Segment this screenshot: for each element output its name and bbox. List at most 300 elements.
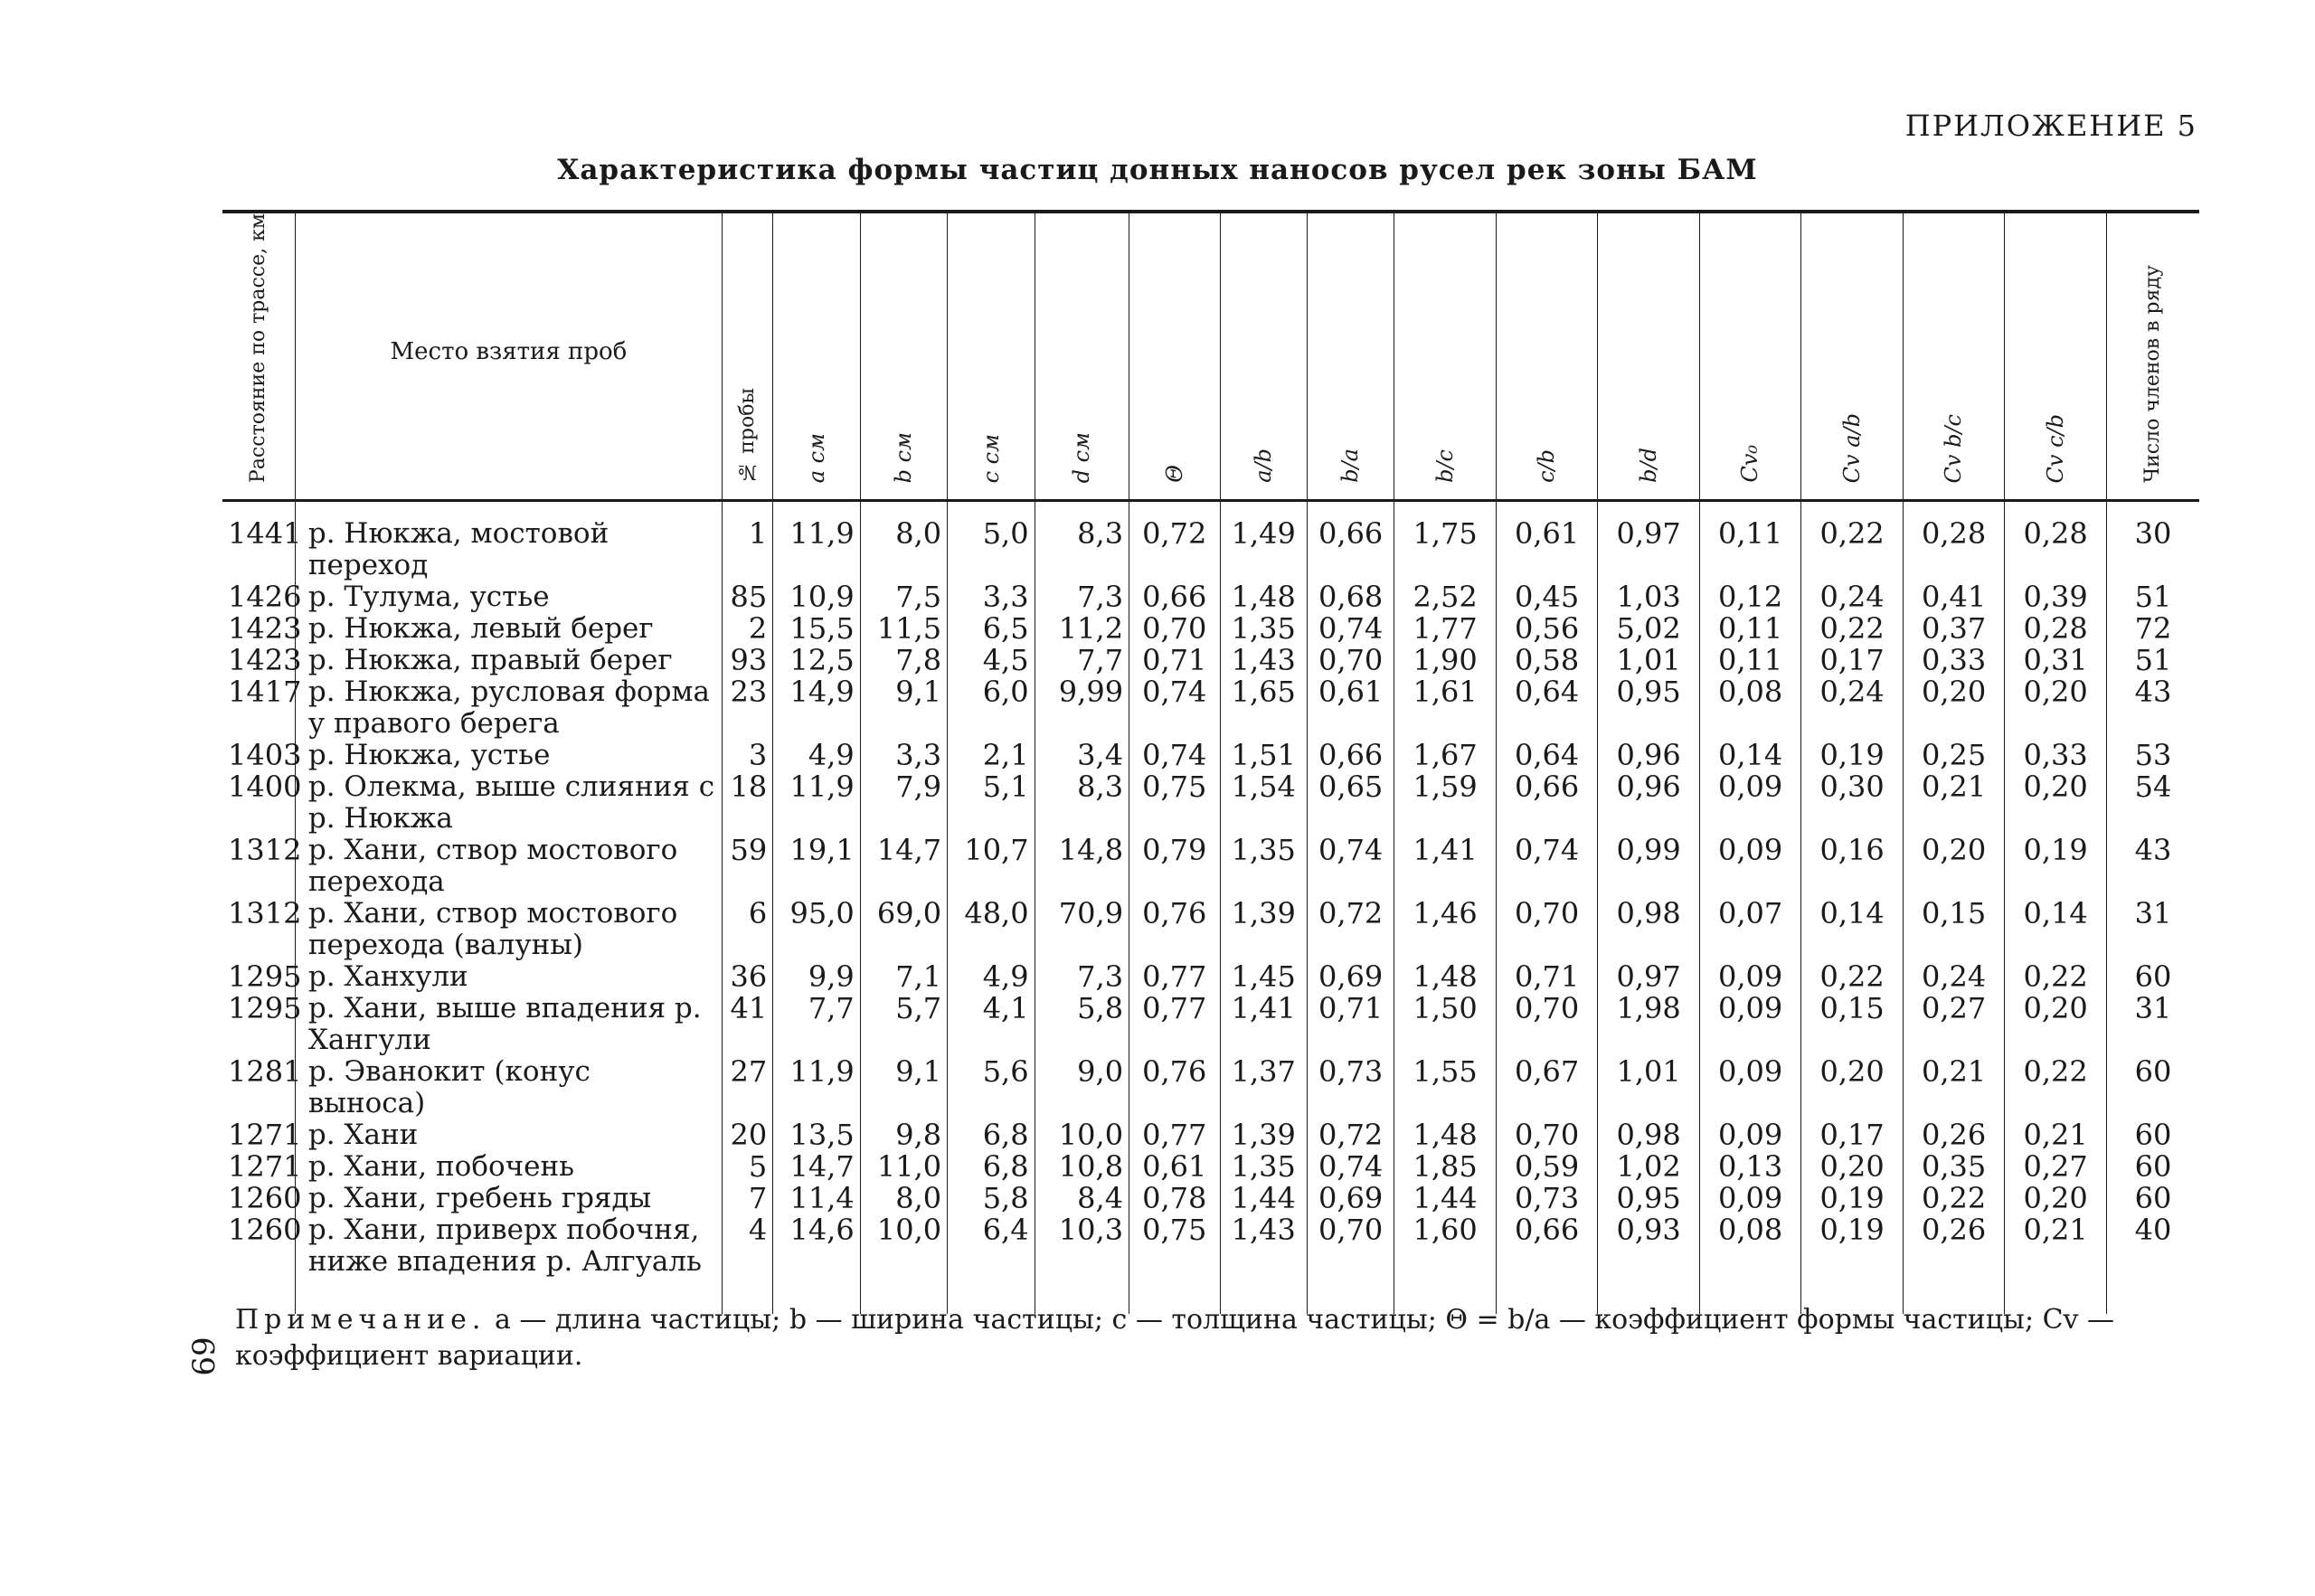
cell-c: 6,4 — [948, 1214, 1035, 1314]
cell-cv0: 0,09 — [1699, 993, 1801, 1056]
cell-d: 7,3 — [1035, 961, 1129, 993]
cell-bd: 5,02 — [1598, 613, 1700, 645]
cell-cvab: 0,20 — [1801, 1056, 1904, 1119]
cell-place: р. Эванокит (конус выноса) — [295, 1056, 722, 1119]
cell-cb: 0,61 — [1496, 500, 1598, 581]
cell-ba: 0,70 — [1307, 1214, 1394, 1314]
cell-cb: 0,66 — [1496, 1214, 1598, 1314]
cell-dist: 1312 — [228, 832, 302, 867]
cell-cnt: 31 — [2106, 993, 2199, 1056]
cell-bd: 1,03 — [1598, 581, 1700, 613]
cell-c: 2,1 — [948, 740, 1035, 771]
cell-cvab: 0,24 — [1801, 676, 1904, 740]
cell-cnt: 31 — [2106, 898, 2199, 961]
cell-a: 11,9 — [773, 771, 860, 835]
cell-d: 10,8 — [1035, 1151, 1129, 1183]
cell-c: 5,6 — [948, 1056, 1035, 1119]
cell-theta: 0,74 — [1129, 740, 1220, 771]
header-b-c: b/c — [1394, 212, 1497, 500]
cell-cvab: 0,24 — [1801, 581, 1904, 613]
cell-cvbc: 0,21 — [1903, 771, 2005, 835]
cell-dist: 1426 — [228, 579, 302, 614]
table-row — [222, 1183, 2199, 1214]
cell-cvab: 0,20 — [1801, 1151, 1904, 1183]
cell-place: р. Хани, выше впадения р. Хангули — [295, 993, 722, 1056]
table-row — [222, 835, 2199, 898]
cell-cnt: 53 — [2106, 740, 2199, 771]
header-a-b: a/b — [1220, 212, 1307, 500]
cell-cvbc: 0,27 — [1903, 993, 2005, 1056]
cell-ba: 0,69 — [1307, 1183, 1394, 1214]
cell-cv0: 0,14 — [1699, 740, 1801, 771]
cell-place: р. Хани, створ мостового перехода — [295, 835, 722, 898]
cell-cvab: 0,17 — [1801, 645, 1904, 676]
cell-cvcb: 0,22 — [2005, 1056, 2107, 1119]
cell-cv0: 0,11 — [1699, 500, 1801, 581]
cell-cnt: 60 — [2106, 1183, 2199, 1214]
cell-cnt: 60 — [2106, 1151, 2199, 1183]
cell-cv0: 0,09 — [1699, 961, 1801, 993]
cell-b: 7,8 — [860, 645, 947, 676]
cell-bd: 0,97 — [1598, 500, 1700, 581]
cell-cb: 0,71 — [1496, 961, 1598, 993]
cell-bc: 1,90 — [1394, 645, 1497, 676]
footnote-text: a — длина частицы; b — ширина частицы; c — толщина частицы; Θ = b/a — коэффициент формы частицы; Cv — коэффициент вариации. — [235, 1304, 2115, 1372]
cell-cb: 0,66 — [1496, 771, 1598, 835]
cell-place: р. Нюкжа, мостовой переход — [295, 500, 722, 581]
cell-c: 5,0 — [948, 500, 1035, 581]
cell-cvbc: 0,15 — [1903, 898, 2005, 961]
cell-a: 11,9 — [773, 1056, 860, 1119]
cell-b: 7,1 — [860, 961, 947, 993]
cell-bd: 1,98 — [1598, 993, 1700, 1056]
cell-cv0: 0,09 — [1699, 835, 1801, 898]
cell-c: 6,8 — [948, 1119, 1035, 1151]
cell-n: 85 — [723, 581, 773, 613]
cell-place: р. Хани, гребень гряды — [295, 1183, 722, 1214]
cell-bc: 1,46 — [1394, 898, 1497, 961]
cell-cvbc: 0,41 — [1903, 581, 2005, 613]
cell-theta: 0,77 — [1129, 961, 1220, 993]
cell-cnt: 51 — [2106, 645, 2199, 676]
cell-bc: 1,48 — [1394, 1119, 1497, 1151]
cell-ba: 0,72 — [1307, 898, 1394, 961]
cell-ba: 0,65 — [1307, 771, 1394, 835]
table-row — [222, 771, 2199, 835]
table-row — [222, 1119, 2199, 1151]
table-row — [222, 740, 2199, 771]
cell-n: 7 — [723, 1183, 773, 1214]
cell-cb: 0,70 — [1496, 898, 1598, 961]
cell-b: 9,1 — [860, 676, 947, 740]
cell-cvbc: 0,33 — [1903, 645, 2005, 676]
cell-a: 15,5 — [773, 613, 860, 645]
cell-b: 11,5 — [860, 613, 947, 645]
cell-ba: 0,73 — [1307, 1056, 1394, 1119]
cell-n: 27 — [723, 1056, 773, 1119]
cell-bc: 1,77 — [1394, 613, 1497, 645]
cell-theta: 0,76 — [1129, 1056, 1220, 1119]
table-body — [222, 500, 2199, 1314]
cell-dist: 1295 — [228, 990, 302, 1025]
cell-place: р. Хани — [295, 1119, 722, 1151]
table-row — [222, 1056, 2199, 1119]
cell-bc: 1,67 — [1394, 740, 1497, 771]
header-cv-cb: Cv c/b — [2005, 212, 2107, 500]
cell-c: 3,3 — [948, 581, 1035, 613]
table-row — [222, 645, 2199, 676]
cell-bd: 1,01 — [1598, 1056, 1700, 1119]
cell-cvab: 0,19 — [1801, 1214, 1904, 1314]
cell-ab: 1,54 — [1220, 771, 1307, 835]
cell-ba: 0,66 — [1307, 740, 1394, 771]
cell-c: 5,1 — [948, 771, 1035, 835]
header-row — [222, 212, 2199, 500]
cell-b: 9,1 — [860, 1056, 947, 1119]
table-row — [222, 1214, 2199, 1314]
cell-ba: 0,66 — [1307, 500, 1394, 581]
cell-cv0: 0,07 — [1699, 898, 1801, 961]
cell-cvab: 0,14 — [1801, 898, 1904, 961]
cell-cb: 0,70 — [1496, 993, 1598, 1056]
cell-b: 7,5 — [860, 581, 947, 613]
header-c-b: c/b — [1496, 212, 1598, 500]
cell-cvcb: 0,20 — [2005, 771, 2107, 835]
cell-b: 9,8 — [860, 1119, 947, 1151]
cell-d: 9,99 — [1035, 676, 1129, 740]
cell-d: 11,2 — [1035, 613, 1129, 645]
header-sample: № пробы — [723, 212, 773, 500]
cell-b: 10,0 — [860, 1214, 947, 1314]
cell-cvbc: 0,25 — [1903, 740, 2005, 771]
cell-n: 3 — [723, 740, 773, 771]
cell-ab: 1,65 — [1220, 676, 1307, 740]
cell-cnt: 60 — [2106, 961, 2199, 993]
cell-cvcb: 0,28 — [2005, 613, 2107, 645]
cell-cb: 0,64 — [1496, 676, 1598, 740]
table-row — [222, 898, 2199, 961]
cell-cvab: 0,17 — [1801, 1119, 1904, 1151]
cell-d: 5,8 — [1035, 993, 1129, 1056]
table-row — [222, 500, 2199, 581]
cell-a: 13,5 — [773, 1119, 860, 1151]
cell-ab: 1,35 — [1220, 613, 1307, 645]
cell-place: р. Тулума, устье — [295, 581, 722, 613]
header-b: b см — [860, 212, 947, 500]
cell-cb: 0,73 — [1496, 1183, 1598, 1214]
cell-place: р. Нюкжа, правый берег — [295, 645, 722, 676]
header-d: d см — [1035, 212, 1129, 500]
cell-bd: 1,01 — [1598, 645, 1700, 676]
header-theta: Θ — [1129, 212, 1220, 500]
cell-d: 70,9 — [1035, 898, 1129, 961]
cell-cnt: 51 — [2106, 581, 2199, 613]
cell-cnt: 40 — [2106, 1214, 2199, 1314]
cell-bc: 2,52 — [1394, 581, 1497, 613]
cell-cvcb: 0,21 — [2005, 1214, 2107, 1314]
cell-cvcb: 0,39 — [2005, 581, 2107, 613]
cell-ab: 1,39 — [1220, 1119, 1307, 1151]
cell-cvbc: 0,26 — [1903, 1119, 2005, 1151]
cell-dist: 1423 — [228, 610, 302, 646]
cell-cvbc: 0,20 — [1903, 835, 2005, 898]
cell-cv0: 0,08 — [1699, 676, 1801, 740]
cell-d: 3,4 — [1035, 740, 1129, 771]
cell-ab: 1,43 — [1220, 1214, 1307, 1314]
cell-b: 8,0 — [860, 1183, 947, 1214]
cell-dist: 1403 — [228, 737, 302, 772]
cell-dist: 1271 — [228, 1148, 302, 1184]
cell-cv0: 0,12 — [1699, 581, 1801, 613]
cell-cb: 0,59 — [1496, 1151, 1598, 1183]
cell-cvab: 0,19 — [1801, 740, 1904, 771]
cell-bc: 1,44 — [1394, 1183, 1497, 1214]
cell-b: 7,9 — [860, 771, 947, 835]
cell-dist: 1417 — [228, 674, 302, 709]
cell-ba: 0,72 — [1307, 1119, 1394, 1151]
cell-ab: 1,35 — [1220, 835, 1307, 898]
cell-cvbc: 0,28 — [1903, 500, 2005, 581]
cell-cvab: 0,22 — [1801, 961, 1904, 993]
cell-d: 10,3 — [1035, 1214, 1129, 1314]
cell-a: 7,7 — [773, 993, 860, 1056]
header-count: Число членов в ряду — [2106, 212, 2199, 500]
cell-cv0: 0,13 — [1699, 1151, 1801, 1183]
cell-bd: 0,95 — [1598, 676, 1700, 740]
cell-b: 3,3 — [860, 740, 947, 771]
cell-place: р. Хани, побочень — [295, 1151, 722, 1183]
cell-cvcb: 0,19 — [2005, 835, 2107, 898]
cell-place: р. Нюкжа, русловая форма у правого берега — [295, 676, 722, 740]
cell-cnt: 30 — [2106, 500, 2199, 581]
cell-n: 1 — [723, 500, 773, 581]
cell-theta: 0,74 — [1129, 676, 1220, 740]
cell-a: 11,4 — [773, 1183, 860, 1214]
cell-theta: 0,75 — [1129, 771, 1220, 835]
cell-theta: 0,79 — [1129, 835, 1220, 898]
cell-a: 95,0 — [773, 898, 860, 961]
cell-cb: 0,67 — [1496, 1056, 1598, 1119]
cell-ab: 1,41 — [1220, 993, 1307, 1056]
cell-theta: 0,66 — [1129, 581, 1220, 613]
cell-cvbc: 0,22 — [1903, 1183, 2005, 1214]
cell-theta: 0,76 — [1129, 898, 1220, 961]
cell-dist: 1295 — [228, 959, 302, 994]
cell-b: 8,0 — [860, 500, 947, 581]
cell-n: 59 — [723, 835, 773, 898]
header-cv0: Cv₀ — [1699, 212, 1801, 500]
cell-d: 8,3 — [1035, 500, 1129, 581]
cell-cv0: 0,11 — [1699, 613, 1801, 645]
table-row — [222, 1151, 2199, 1183]
header-place: Место взятия проб — [295, 212, 722, 500]
cell-theta: 0,72 — [1129, 500, 1220, 581]
cell-cb: 0,56 — [1496, 613, 1598, 645]
cell-d: 10,0 — [1035, 1119, 1129, 1151]
cell-b: 14,7 — [860, 835, 947, 898]
cell-cnt: 43 — [2106, 835, 2199, 898]
cell-bd: 0,98 — [1598, 898, 1700, 961]
cell-ba: 0,71 — [1307, 993, 1394, 1056]
cell-n: 5 — [723, 1151, 773, 1183]
appendix-label: ПРИЛОЖЕНИЕ 5 — [1904, 109, 2197, 143]
cell-cvab: 0,15 — [1801, 993, 1904, 1056]
cell-place: р. Ханхули — [295, 961, 722, 993]
cell-cvbc: 0,21 — [1903, 1056, 2005, 1119]
cell-d: 7,3 — [1035, 581, 1129, 613]
cell-cvcb: 0,20 — [2005, 993, 2107, 1056]
header-a: a см — [773, 212, 860, 500]
cell-ba: 0,69 — [1307, 961, 1394, 993]
cell-bd: 0,96 — [1598, 740, 1700, 771]
cell-a: 10,9 — [773, 581, 860, 613]
cell-ba: 0,74 — [1307, 835, 1394, 898]
cell-dist: 1281 — [228, 1053, 302, 1089]
cell-theta: 0,77 — [1129, 1119, 1220, 1151]
header-cv-bc: Cv b/c — [1903, 212, 2005, 500]
cell-cvbc: 0,26 — [1903, 1214, 2005, 1314]
cell-bc: 1,60 — [1394, 1214, 1497, 1314]
table-row — [222, 613, 2199, 645]
cell-theta: 0,75 — [1129, 1214, 1220, 1314]
cell-n: 20 — [723, 1119, 773, 1151]
cell-place: р. Нюкжа, устье — [295, 740, 722, 771]
cell-ab: 1,51 — [1220, 740, 1307, 771]
table-row — [222, 581, 2199, 613]
table-row — [222, 676, 2199, 740]
cell-theta: 0,70 — [1129, 613, 1220, 645]
cell-a: 14,6 — [773, 1214, 860, 1314]
cell-c: 4,5 — [948, 645, 1035, 676]
cell-bc: 1,50 — [1394, 993, 1497, 1056]
cell-cnt: 43 — [2106, 676, 2199, 740]
cell-cvcb: 0,28 — [2005, 500, 2107, 581]
cell-n: 36 — [723, 961, 773, 993]
cell-a: 14,7 — [773, 1151, 860, 1183]
cell-c: 10,7 — [948, 835, 1035, 898]
cell-cb: 0,45 — [1496, 581, 1598, 613]
cell-ab: 1,35 — [1220, 1151, 1307, 1183]
cell-cvcb: 0,31 — [2005, 645, 2107, 676]
cell-cvab: 0,16 — [1801, 835, 1904, 898]
cell-bc: 1,48 — [1394, 961, 1497, 993]
cell-bc: 1,55 — [1394, 1056, 1497, 1119]
cell-cv0: 0,11 — [1699, 645, 1801, 676]
cell-n: 18 — [723, 771, 773, 835]
cell-c: 6,5 — [948, 613, 1035, 645]
cell-place: р. Хани, створ мостового перехода (валуны) — [295, 898, 722, 961]
cell-cvcb: 0,14 — [2005, 898, 2107, 961]
cell-ab: 1,39 — [1220, 898, 1307, 961]
cell-b: 5,7 — [860, 993, 947, 1056]
cell-bd: 0,95 — [1598, 1183, 1700, 1214]
cell-cv0: 0,09 — [1699, 1183, 1801, 1214]
cell-d: 7,7 — [1035, 645, 1129, 676]
cell-cnt: 60 — [2106, 1119, 2199, 1151]
cell-cb: 0,58 — [1496, 645, 1598, 676]
cell-dist: 1260 — [228, 1212, 302, 1247]
cell-cvab: 0,22 — [1801, 613, 1904, 645]
cell-cb: 0,64 — [1496, 740, 1598, 771]
cell-d: 9,0 — [1035, 1056, 1129, 1119]
cell-cb: 0,70 — [1496, 1119, 1598, 1151]
cell-cb: 0,74 — [1496, 835, 1598, 898]
header-b-d: b/d — [1598, 212, 1700, 500]
cell-cvbc: 0,20 — [1903, 676, 2005, 740]
cell-dist: 1271 — [228, 1117, 302, 1152]
cell-c: 4,9 — [948, 961, 1035, 993]
cell-n: 6 — [723, 898, 773, 961]
cell-n: 41 — [723, 993, 773, 1056]
cell-bd: 0,93 — [1598, 1214, 1700, 1314]
cell-ab: 1,49 — [1220, 500, 1307, 581]
table-row — [222, 993, 2199, 1056]
cell-c: 6,8 — [948, 1151, 1035, 1183]
cell-bd: 0,97 — [1598, 961, 1700, 993]
cell-place: р. Хани, приверх побочня, ниже впадения р. Алгуаль — [295, 1214, 722, 1314]
cell-c: 48,0 — [948, 898, 1035, 961]
cell-cvcb: 0,27 — [2005, 1151, 2107, 1183]
cell-c: 4,1 — [948, 993, 1035, 1056]
cell-dist: 1441 — [228, 515, 302, 551]
cell-a: 19,1 — [773, 835, 860, 898]
cell-cvcb: 0,33 — [2005, 740, 2107, 771]
cell-ba: 0,74 — [1307, 613, 1394, 645]
header-b-a: b/a — [1307, 212, 1394, 500]
footnote — [235, 1302, 2206, 1374]
cell-cnt: 72 — [2106, 613, 2199, 645]
cell-bd: 1,02 — [1598, 1151, 1700, 1183]
cell-bc: 1,41 — [1394, 835, 1497, 898]
cell-bd: 0,99 — [1598, 835, 1700, 898]
cell-a: 9,9 — [773, 961, 860, 993]
cell-ab: 1,37 — [1220, 1056, 1307, 1119]
cell-cvbc: 0,24 — [1903, 961, 2005, 993]
cell-ab: 1,45 — [1220, 961, 1307, 993]
cell-place: р. Нюкжа, левый берег — [295, 613, 722, 645]
cell-a: 4,9 — [773, 740, 860, 771]
cell-theta: 0,71 — [1129, 645, 1220, 676]
cell-cvab: 0,19 — [1801, 1183, 1904, 1214]
cell-ab: 1,48 — [1220, 581, 1307, 613]
cell-dist: 1400 — [228, 769, 302, 804]
cell-cv0: 0,09 — [1699, 1056, 1801, 1119]
cell-dist: 1423 — [228, 642, 302, 677]
cell-place: р. Олекма, выше слияния с р. Нюкжа — [295, 771, 722, 835]
cell-d: 14,8 — [1035, 835, 1129, 898]
cell-a: 11,9 — [773, 500, 860, 581]
cell-theta: 0,78 — [1129, 1183, 1220, 1214]
cell-d: 8,3 — [1035, 771, 1129, 835]
cell-cnt: 60 — [2106, 1056, 2199, 1119]
cell-bd: 0,98 — [1598, 1119, 1700, 1151]
cell-ab: 1,43 — [1220, 645, 1307, 676]
cell-c: 6,0 — [948, 676, 1035, 740]
cell-cvab: 0,22 — [1801, 500, 1904, 581]
table-row — [222, 961, 2199, 993]
data-table — [222, 210, 2199, 1314]
cell-cv0: 0,09 — [1699, 771, 1801, 835]
cell-d: 8,4 — [1035, 1183, 1129, 1214]
cell-theta: 0,61 — [1129, 1151, 1220, 1183]
cell-c: 5,8 — [948, 1183, 1035, 1214]
cell-ba: 0,74 — [1307, 1151, 1394, 1183]
cell-a: 12,5 — [773, 645, 860, 676]
cell-cv0: 0,09 — [1699, 1119, 1801, 1151]
cell-bc: 1,59 — [1394, 771, 1497, 835]
page-number: 69 — [184, 1336, 221, 1376]
cell-cvcb: 0,20 — [2005, 1183, 2107, 1214]
